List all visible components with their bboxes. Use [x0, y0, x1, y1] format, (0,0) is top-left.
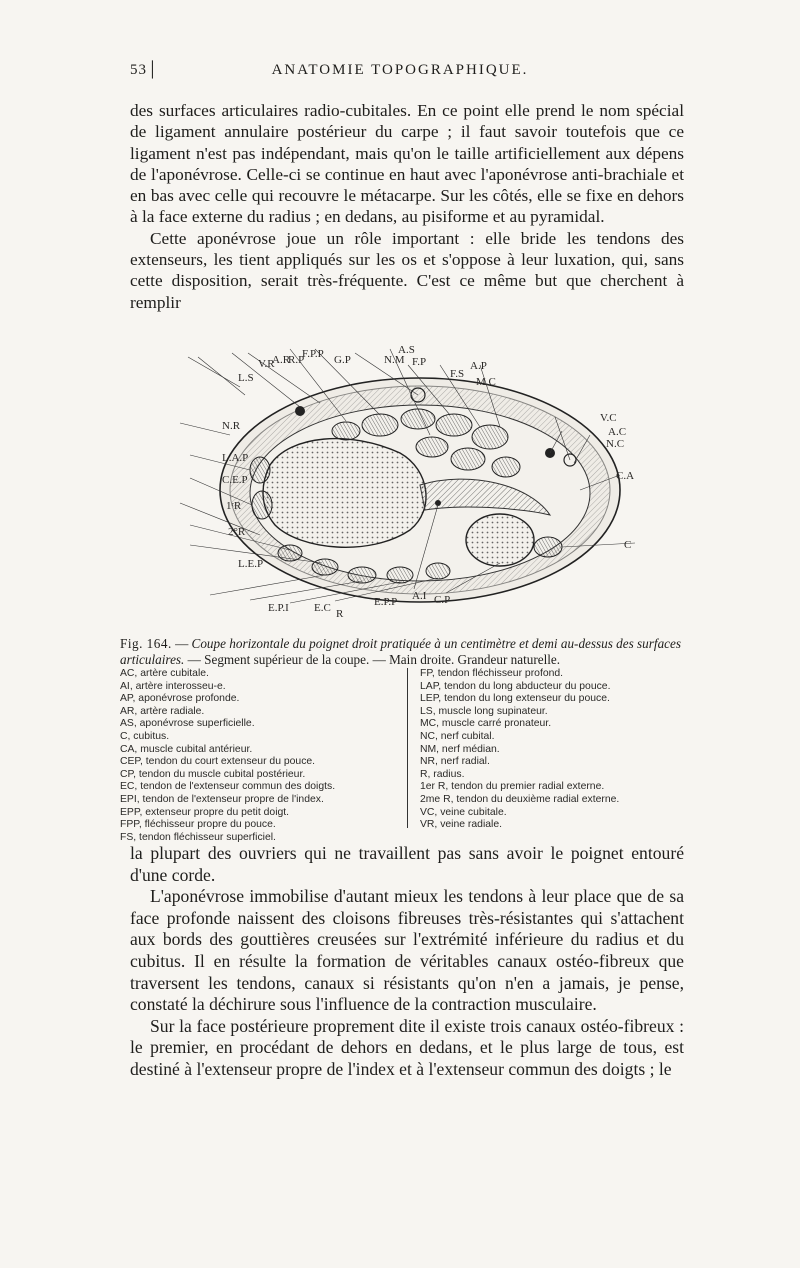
ulna-bone [466, 514, 534, 566]
wrist-cross-section-figure [150, 335, 690, 627]
label-c: C [624, 539, 632, 551]
legend-item: AR, artère radiale. [120, 705, 205, 717]
legend-item: AC, artère cubitale. [120, 668, 209, 679]
label-nr: N.R [222, 420, 241, 432]
legend-item: EC, tendon de l'extenseur commun des doigts. [120, 781, 336, 793]
label-r: R [336, 608, 344, 620]
running-title: ANATOMIE TOPOGRAPHIQUE. [271, 62, 529, 78]
figure-legend [120, 668, 690, 843]
label-mc: M.C [476, 376, 496, 388]
legend-item: FP, tendon fléchisseur profond. [420, 668, 564, 679]
figure-number: Fig. 164. [120, 636, 172, 651]
figure-caption [120, 636, 690, 668]
legend-item: VR, veine radiale. [420, 819, 503, 831]
legend-item: FS, tendon fléchisseur superficiel. [120, 831, 276, 843]
legend-item: FPP, fléchisseur propre du pouce. [120, 819, 276, 831]
page-header [0, 52, 800, 82]
legend-item: MC, muscle carré pronateur. [420, 718, 552, 730]
legend-item: LEP, tendon du long extenseur du pouce. [420, 693, 610, 705]
label-gp: G.P [334, 354, 351, 366]
radius-bone [263, 439, 426, 548]
label-nc: N.C [606, 438, 625, 450]
label-vr: V.R [258, 358, 275, 370]
legend-item: VC, veine cubitale. [420, 806, 507, 818]
legend-item: 1er R, tendon du premier radial externe. [420, 781, 605, 793]
paragraph: Cette aponévrose joue un rôle important : elle bride les tendons des extenseurs, les tient appliqués sur les os et s'oppose à leur luxation, qui, sans cette disposition, serait très-fréquente. C'est ce même but que cherchent à remplir [130, 228, 684, 312]
label-as: A.S [398, 344, 415, 356]
label-ap: A.P [470, 360, 487, 372]
legend-item: NC, nerf cubital. [420, 730, 495, 742]
caption-rest: — Segment supérieur de la coupe. — Main droite. Grandeur naturelle. [184, 652, 561, 667]
legend-item: 2me R, tendon du deuxième radial externe. [420, 793, 620, 805]
label-nm: N.M [384, 354, 405, 366]
label-ai: A.I [412, 590, 427, 602]
label-cp: C.P [434, 594, 451, 606]
paragraph: des surfaces articulaires radio-cubitales. En ce point elle prend le nom spécial de ligament annulaire postérieur du carpe ; il faut savoir toutefois que ce ligament n'est pas indépendant, mais qu'on le taille artificiellement aux dépens de l'aponévrose. Celle-ci se continue en haut avec l'aponévrose anti-brachiale et en bas avec celle qui recouvre le métacarpe. Sur les côtés, elle se fixe en dehors à la face externe du radius ; en dedans, au pisiforme et au pyramidal. [130, 101, 684, 227]
legend-item: AS, aponévrose superficielle. [120, 718, 255, 730]
caption-title: Coupe horizontale du poignet droit pratiquée à un centimètre et demi au-dessus des surfaces articulaires. [120, 636, 682, 667]
body-text-top [130, 100, 684, 313]
legend-item: CP, tendon du muscle cubital postérieur. [120, 768, 306, 780]
paragraph: la plupart des ouvriers qui ne travaillent pas sans avoir le poignet entouré d'une corde. [130, 843, 684, 885]
paragraph: Sur la face postérieure proprement dite il existe trois canaux ostéo-fibreux : le premier, en procédant de dehors en dedans, et le plus large de tous, est destiné à l'extenseur propre de l'index et à l'extenseur commun des doigts ; le [130, 1015, 684, 1079]
label-cep: C.E.P [222, 474, 248, 486]
legend-divider [407, 668, 408, 828]
legend-item: C, cubitus. [120, 730, 170, 742]
label-vc: V.C [600, 412, 617, 424]
anatomical-illustration [150, 335, 690, 627]
label-fs: F.S [450, 368, 465, 380]
legend-item: CEP, tendon du court extenseur du pouce. [120, 756, 316, 768]
radial-artery [295, 406, 305, 416]
label-lep: L.E.P [238, 558, 264, 570]
label-ar: A.R [272, 354, 291, 366]
legend-item: EPP, extenseur propre du petit doigt. [120, 806, 290, 818]
legend-item: R, radius. [420, 768, 465, 780]
paragraph: L'aponévrose immobilise d'autant mieux les tendons à leur place que de sa face profonde naissent des cloisons fibreuses très-résistantes qui s'attachent aux bords des gouttières creusées sur l'extrémité inférieure du radius et du cubitus. Il en résulte la formation de véritables canaux ostéo-fibreux que traversent les tendons, canaux si résistants qu'on n'en a jamais, je pense, constaté la déchirure sous l'influence de la contraction musculaire. [130, 886, 684, 1015]
legend-item: LAP, tendon du long abducteur du pouce. [420, 680, 611, 692]
legend-column-right [420, 668, 690, 832]
label-fp: F.P [412, 356, 427, 368]
label-ca: C.A [616, 470, 635, 482]
caption-dash: — [171, 636, 192, 651]
legend-item: AI, artère interosseu-e. [120, 680, 226, 692]
label-rp: R.P [288, 354, 305, 366]
legend-item: CA, muscle cubital antérieur. [120, 743, 253, 755]
label-epi: E.P.I [268, 602, 289, 614]
label-1r: 1ʳR [226, 500, 242, 512]
label-2r: 2°R [228, 526, 246, 538]
label-fpp: F.P.P [302, 348, 324, 360]
legend-item: EPI, tendon de l'extenseur propre de l'index. [120, 793, 324, 805]
legend-item: NM, nerf médian. [420, 743, 500, 755]
legend-item: NR, nerf radial. [420, 756, 490, 768]
label-ec: E.C [314, 602, 331, 614]
body-text-bottom [130, 843, 684, 1081]
legend-item: AP, aponévrose profonde. [120, 693, 240, 705]
label-ac: A.C [608, 426, 627, 438]
legend-item: LS, muscle long supinateur. [420, 705, 548, 717]
page-number: 53│ [130, 62, 159, 78]
label-lap: L.A.P [222, 452, 249, 464]
label-epp: E.P.P [374, 596, 398, 608]
label-ls: L.S [238, 372, 254, 384]
legend-column-left [120, 668, 390, 844]
